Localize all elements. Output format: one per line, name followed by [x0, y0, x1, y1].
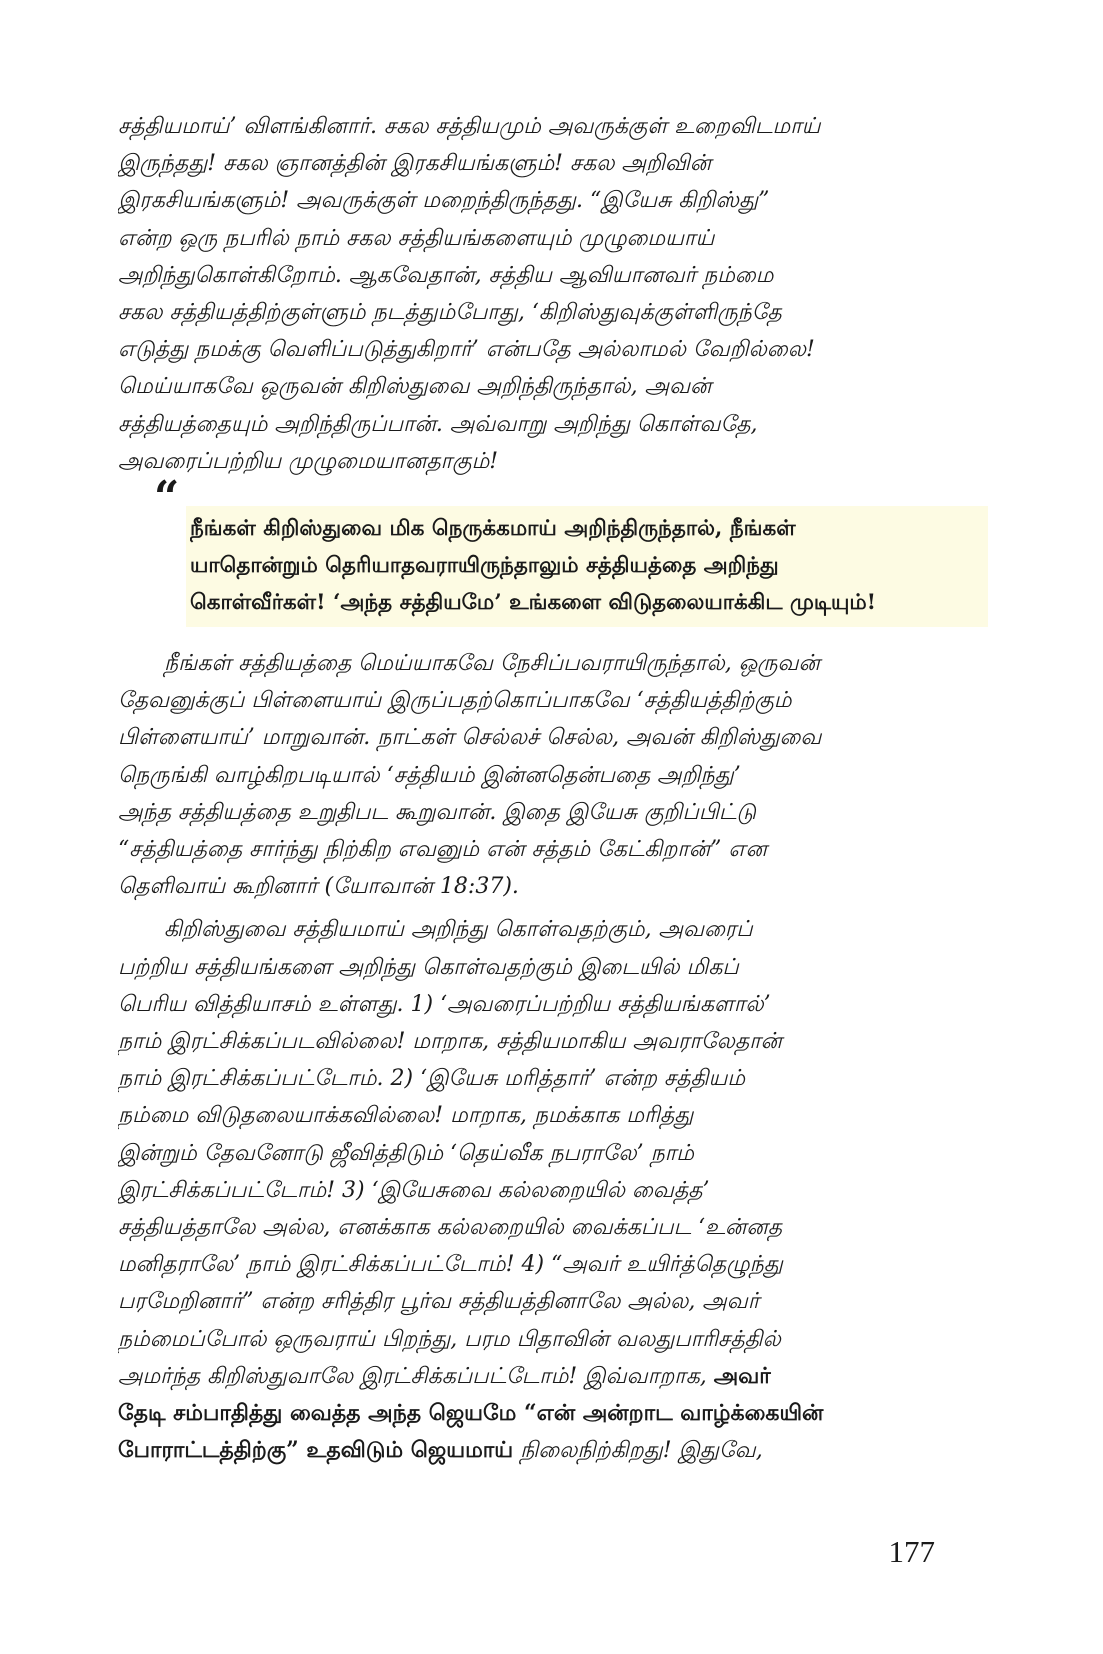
- quote-mark-icon: “: [154, 472, 180, 524]
- text-line: அறிந்துகொள்கிறோம். ஆகவேதான், சத்திய ஆவியானவர் நம்மை: [118, 262, 774, 288]
- text-line: பரமேறினார்” என்ற சரித்திர பூர்வ சத்தியத்தினாலே அல்ல, அவர்: [118, 1289, 760, 1315]
- bold-run: போராட்டத்திற்கு” உதவிடும் ஜெயமாய்: [118, 1437, 514, 1464]
- text-line: கிறிஸ்துவை சத்தியமாய் அறிந்து கொள்வதற்கும், அவரைப்: [164, 917, 753, 943]
- text-line: தெளிவாய் கூறினார் (யோவான் 18:37).: [118, 874, 519, 900]
- text-line: மெய்யாகவே ஒருவன் கிறிஸ்துவை அறிந்திருந்தால், அவன்: [118, 374, 712, 400]
- bold-run: தேடி சம்பாதித்து வைத்த அந்த ஜெயமே “என் அன்றாட வாழ்க்கையின்: [118, 1400, 824, 1427]
- text-line: நாம் இரட்சிக்கப்படவில்லை! மாறாக, சத்தியமாகிய அவராலேதான்: [118, 1029, 783, 1055]
- italic-run: அமர்ந்த கிறிஸ்துவாலே இரட்சிக்கப்பட்டோம்! இவ்வாறாக,: [118, 1363, 714, 1389]
- text-line-mixed: [118, 1432, 988, 1469]
- paragraph-2: [118, 645, 988, 905]
- paragraph-3: [118, 911, 988, 1469]
- text-line: தேவனுக்குப் பிள்ளையாய் இருப்பதற்கொப்பாகவே ‘சத்தியத்திற்கும்: [118, 688, 792, 714]
- text-line: நீங்கள் சத்தியத்தை மெய்யாகவே நேசிப்பவராயிருந்தால், ஒருவன்: [164, 651, 820, 677]
- text-line: சகல சத்தியத்திற்குள்ளும் நடத்தும்போது, ‘கிறிஸ்துவுக்குள்ளிருந்தே: [118, 300, 782, 326]
- text-line: என்ற ஒரு நபரில் நாம் சகல சத்தியங்களையும் முழுமையாய்: [118, 225, 715, 251]
- text-line: பெரிய வித்தியாசம் உள்ளது. 1) ‘அவரைப்பற்றிய சத்தியங்களால்’: [118, 991, 771, 1017]
- text-line: அந்த சத்தியத்தை உறுதிபட கூறுவான். இதை இயேசு குறிப்பிட்டு: [118, 799, 757, 825]
- text-line: இரட்சிக்கப்பட்டோம்! 3) ‘இயேசுவை கல்லறையில் வைத்த’: [118, 1177, 710, 1203]
- text-line: நம்மைப்போல் ஒருவராய் பிறந்து, பரம பிதாவின் வலதுபாரிசத்தில்: [118, 1326, 781, 1352]
- italic-run: நிலைநிற்கிறது! இதுவே,: [513, 1438, 763, 1464]
- pull-quote-text: [186, 506, 988, 627]
- text-line: “சத்தியத்தை சார்ந்து நிற்கிற எவனும் என் சத்தம் கேட்கிறான்” என: [118, 837, 767, 863]
- text-line: நம்மை விடுதலையாக்கவில்லை! மாறாக, நமக்காக மரித்து: [118, 1103, 694, 1129]
- text-line: சத்தியத்தாலே அல்ல, எனக்காக கல்லறையில் வைக்கப்பட ‘உன்னத: [118, 1215, 783, 1241]
- quote-line: நீங்கள் கிறிஸ்துவை மிக நெருக்கமாய் அறிந்திருந்தால், நீங்கள்: [190, 516, 796, 542]
- text-line: இரகசியங்களும்! அவருக்குள் மறைந்திருந்தது. “இயேசு கிறிஸ்து”: [118, 188, 770, 214]
- text-line-mixed: [118, 1395, 988, 1432]
- text-line: இருந்தது! சகல ஞானத்தின் இரகசியங்களும்! சகல அறிவின்: [118, 151, 712, 177]
- text-line: பிள்ளையாய்’ மாறுவான். நாட்கள் செல்லச் செல்ல, அவன் கிறிஸ்துவை: [118, 725, 822, 751]
- text-line: சத்தியத்தையும் அறிந்திருப்பான். அவ்வாறு அறிந்து கொள்வதே,: [118, 411, 758, 437]
- quote-line: கொள்வீர்கள்! ‘அந்த சத்தியமே’ உங்களை விடுதலையாக்கிட முடியும்!: [190, 590, 877, 616]
- text-line: எடுத்து நமக்கு வெளிப்படுத்துகிறார்’ என்பதே அல்லாமல் வேறில்லை!: [118, 337, 815, 363]
- text-line: நாம் இரட்சிக்கப்பட்டோம். 2) ‘இயேசு மரித்தார்’ என்ற சத்தியம்: [118, 1066, 746, 1092]
- text-line: மனிதராலே’ நாம் இரட்சிக்கப்பட்டோம்! 4) “அவர் உயிர்த்தெழுந்து: [118, 1252, 783, 1278]
- page-number: 177: [888, 1534, 935, 1569]
- book-page: [118, 108, 988, 1470]
- text-line: சத்தியமாய்’ விளங்கினார். சகல சத்தியமும் அவருக்குள் உறைவிடமாய்: [118, 114, 821, 139]
- text-line: நெருங்கி வாழ்கிறபடியால் ‘சத்தியம் இன்னதென்பதை அறிந்து’: [118, 762, 741, 788]
- bold-run: அவர்: [713, 1362, 771, 1389]
- text-line: பற்றிய சத்தியங்களை அறிந்து கொள்வதற்கும் இடையில் மிகப்: [118, 954, 739, 980]
- text-line: இன்றும் தேவனோடு ஜீவித்திடும் ‘தெய்வீக நபராலே’ நாம்: [118, 1140, 694, 1166]
- pull-quote: [118, 472, 988, 627]
- paragraph-1: [118, 108, 988, 480]
- text-line: அவரைப்பற்றிய முழுமையானதாகும்!: [118, 448, 499, 474]
- text-line-mixed: [118, 1358, 988, 1395]
- quote-line: யாதொன்றும் தெரியாதவராயிருந்தாலும் சத்தியத்தை அறிந்து: [190, 553, 779, 579]
